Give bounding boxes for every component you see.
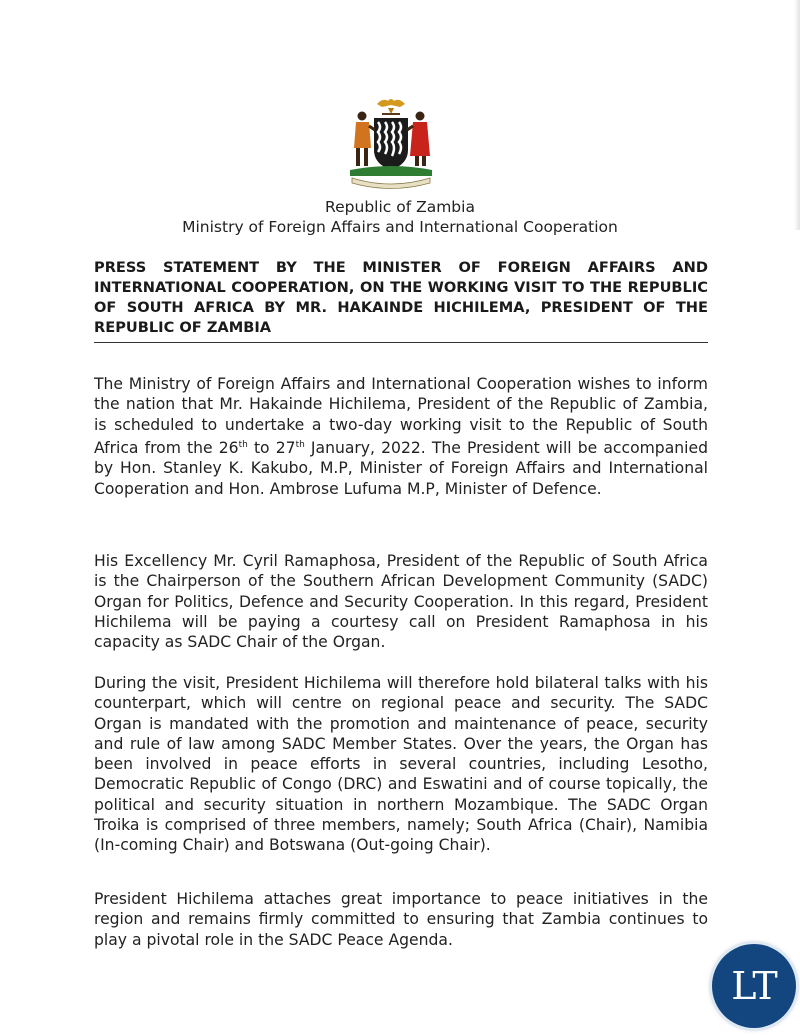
left-figure-icon	[354, 112, 375, 167]
page-edge-shadow	[794, 0, 800, 230]
right-figure-icon	[407, 112, 430, 167]
ministry-heading: Ministry of Foreign Affairs and International Cooperation	[182, 218, 618, 236]
lt-logo	[712, 944, 796, 1028]
paragraph-peace-commitment: President Hichilema attaches great importance to peace initiatives in the region and remains firmly committed to ensuring that Zambia continues to play a pivotal role in the SADC Peace Agenda.	[94, 890, 708, 949]
republic-heading: Republic of Zambia	[325, 198, 475, 216]
paragraph-bilateral-talks: During the visit, President Hichilema will therefore hold bilateral talks with his counterpart, which will centre on regional peace and security. The SADC Organ is mandated with the promotion and maintenance of peace, security and rule of law among SADC Member States. Over the years, the Organ has been involved in peace efforts in several countries, including Lesotho, Democratic Republic of Congo (DRC) and Eswatini and of course topically, the political and security situation in northern Mozambique. The SADC Organ Troika is comprised of three members, namely; South Africa (Chair), Namibia (In-coming Chair) and Botswana (Out-going Chair).	[94, 674, 708, 855]
paragraph-visit-announcement: The Ministry of Foreign Affairs and International Cooperation wishes to inform the nation that Mr. Hakainde Hichilema, President of the Republic of Zambia, is scheduled to undertake a two-day working visit to the Republic of South Africa from the 26th to 27th January, 2022. The President will be accompanied by Hon. Stanley K. Kakubo, M.P, Minister of Foreign Affairs and International Cooperation and Hon. Ambrose Lufuma M.P, Minister of Defence.	[94, 375, 708, 498]
paragraph-ramaphosa: His Excellency Mr. Cyril Ramaphosa, President of the Republic of South Africa is the Chairperson of the Southern African Development Community (SADC) Organ for Politics, Defence and Security Cooperation. In this regard, President Hichilema will be paying a courtesy call on President Ramaphosa in his capacity as SADC Chair of the Organ.	[94, 552, 708, 652]
eagle-icon	[377, 99, 405, 114]
shield-icon	[374, 118, 408, 170]
lt-logo-text: LT	[731, 964, 777, 1008]
press-statement-title: PRESS STATEMENT BY THE MINISTER OF FOREIGN AFFAIRS AND INTERNATIONAL COOPERATION, ON THE WORKING VISIT TO THE REPUBLIC OF SOUTH AFRICA BY MR. HAKAINDE HICHILEMA, PRESIDENT OF THE REPUBLIC OF ZAMBIA	[94, 258, 708, 343]
zambia-coat-of-arms-icon	[344, 94, 438, 190]
